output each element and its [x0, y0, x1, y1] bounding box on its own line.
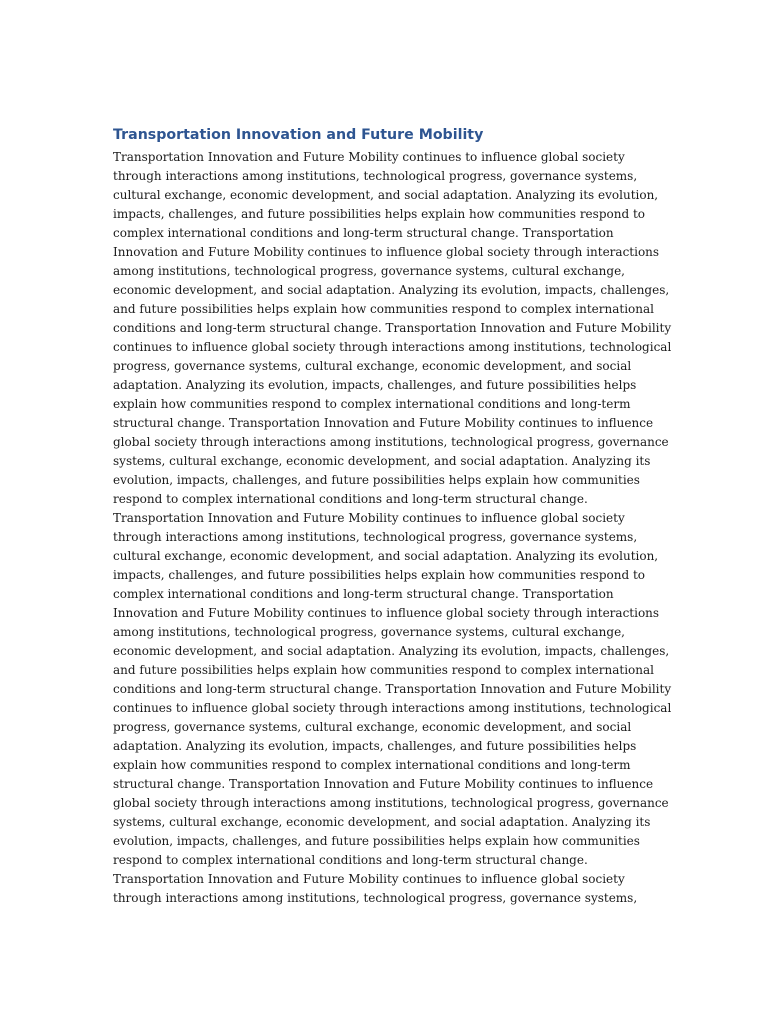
paragraph-line: global society through interactions among institutions, technological progress, governance	[113, 435, 669, 449]
paragraph-line: cultural exchange, economic development, and social adaptation. Analyzing its evolution,	[113, 549, 659, 563]
paragraph-line: adaptation. Analyzing its evolution, impacts, challenges, and future possibilities helps	[113, 378, 637, 392]
paragraph-line: impacts, challenges, and future possibilities helps explain how communities respond to	[113, 207, 645, 221]
document-content	[113, 124, 672, 908]
paragraph-line: impacts, challenges, and future possibilities helps explain how communities respond to	[113, 568, 645, 582]
paragraph-line: structural change. Transportation Innovation and Future Mobility continues to influence	[113, 416, 654, 430]
paragraph-line: continues to influence global society through interactions among institutions, technological	[113, 701, 672, 715]
document-heading: Transportation Innovation and Future Mobility	[113, 127, 484, 143]
paragraph-line: complex international conditions and long-term structural change. Transportation	[113, 226, 614, 240]
paragraph-line: conditions and long-term structural change. Transportation Innovation and Future Mobility	[113, 321, 672, 335]
paragraph-line: respond to complex international conditions and long-term structural change.	[113, 853, 588, 867]
paragraph-line: through interactions among institutions, technological progress, governance systems,	[113, 169, 638, 183]
paragraph-line: respond to complex international conditions and long-term structural change.	[113, 492, 588, 506]
paragraph-line: and future possibilities helps explain how communities respond to complex international	[113, 663, 654, 677]
paragraph-line: adaptation. Analyzing its evolution, impacts, challenges, and future possibilities helps	[113, 739, 637, 753]
paragraph-line: evolution, impacts, challenges, and future possibilities helps explain how communities	[113, 834, 640, 848]
paragraph-line: complex international conditions and long-term structural change. Transportation	[113, 587, 614, 601]
paragraph-line: among institutions, technological progress, governance systems, cultural exchange,	[113, 264, 625, 278]
document-paragraph	[113, 148, 672, 908]
paragraph-line: Innovation and Future Mobility continues to influence global society through interactions	[113, 606, 660, 620]
paragraph-line: systems, cultural exchange, economic development, and social adaptation. Analyzing its	[113, 454, 651, 468]
paragraph-line: Innovation and Future Mobility continues to influence global society through interactions	[113, 245, 660, 259]
paragraph-line: evolution, impacts, challenges, and future possibilities helps explain how communities	[113, 473, 640, 487]
paragraph-line: progress, governance systems, cultural exchange, economic development, and social	[113, 720, 632, 734]
paragraph-line: through interactions among institutions, technological progress, governance systems,	[113, 530, 638, 544]
paragraph-line: through interactions among institutions, technological progress, governance systems,	[113, 891, 638, 905]
paragraph-line: Transportation Innovation and Future Mobility continues to influence global society	[113, 150, 625, 164]
paragraph-line: cultural exchange, economic development, and social adaptation. Analyzing its evolution,	[113, 188, 659, 202]
paragraph-line: economic development, and social adaptation. Analyzing its evolution, impacts, challenges,	[113, 283, 670, 297]
paragraph-line: continues to influence global society through interactions among institutions, technological	[113, 340, 672, 354]
paragraph-line: among institutions, technological progress, governance systems, cultural exchange,	[113, 625, 625, 639]
paragraph-line: systems, cultural exchange, economic development, and social adaptation. Analyzing its	[113, 815, 651, 829]
paragraph-line: conditions and long-term structural change. Transportation Innovation and Future Mobility	[113, 682, 672, 696]
paragraph-line: economic development, and social adaptation. Analyzing its evolution, impacts, challenges,	[113, 644, 670, 658]
paragraph-line: explain how communities respond to complex international conditions and long-term	[113, 397, 631, 411]
paragraph-line: explain how communities respond to complex international conditions and long-term	[113, 758, 631, 772]
paragraph-line: and future possibilities helps explain how communities respond to complex international	[113, 302, 654, 316]
paragraph-line: progress, governance systems, cultural exchange, economic development, and social	[113, 359, 632, 373]
paragraph-line: Transportation Innovation and Future Mobility continues to influence global society	[113, 872, 625, 886]
paragraph-line: structural change. Transportation Innovation and Future Mobility continues to influence	[113, 777, 654, 791]
paragraph-line: global society through interactions among institutions, technological progress, governance	[113, 796, 669, 810]
paragraph-line: Transportation Innovation and Future Mobility continues to influence global society	[113, 511, 625, 525]
